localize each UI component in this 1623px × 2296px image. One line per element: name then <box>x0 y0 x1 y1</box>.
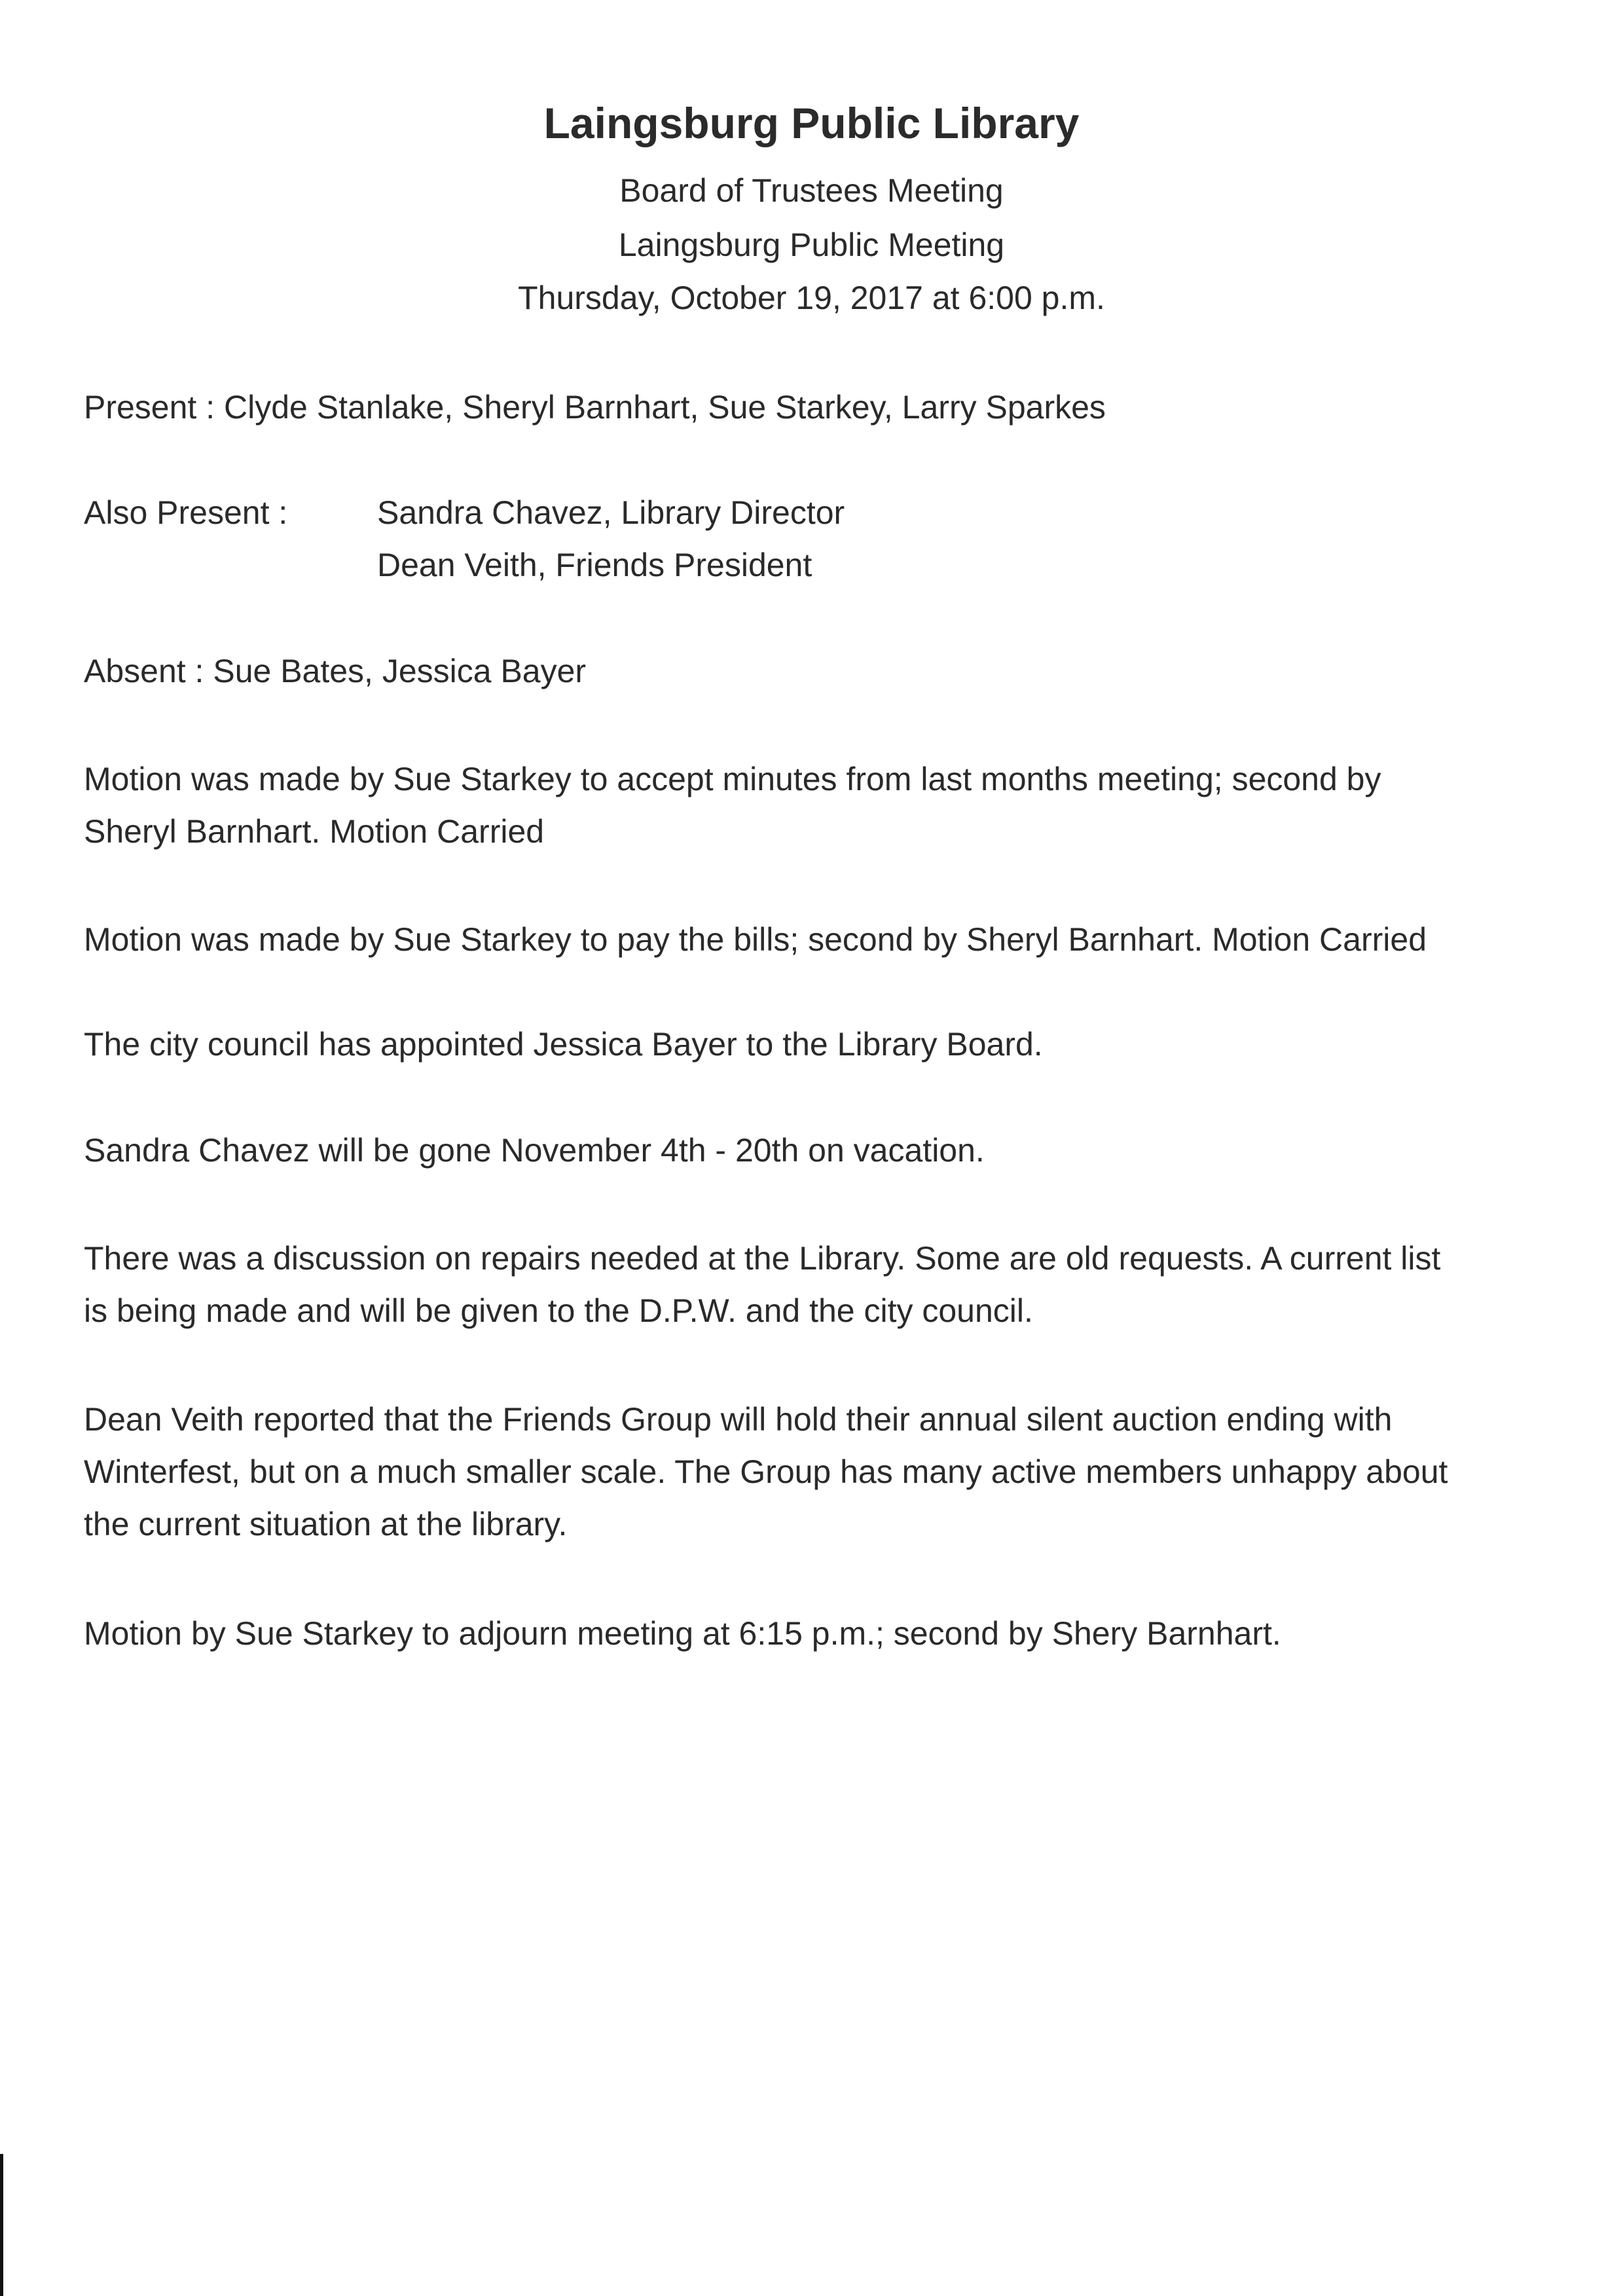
paragraph-line: the current situation at the library. <box>84 1506 568 1542</box>
paragraph-line: Dean Veith reported that the Friends Group will hold their annual silent auction ending with <box>84 1401 1393 1438</box>
motion-minutes-paragraph <box>84 753 1557 858</box>
adjourn-paragraph: Motion by Sue Starkey to adjourn meeting at 6:15 p.m.; second by Shery Barnhart. <box>84 1615 1281 1652</box>
vacation-paragraph: Sandra Chavez will be gone November 4th - 20th on vacation. <box>84 1132 985 1169</box>
paragraph-line: Winterfest, but on a much smaller scale. The Group has many active members unhappy about <box>84 1453 1448 1490</box>
meeting-name: Laingsburg Public Meeting <box>618 227 1005 263</box>
also-present-item: Dean Veith, Friends President <box>377 547 812 583</box>
paragraph-line: There was a discussion on repairs needed at the Library. Some are old requests. A current list <box>84 1240 1441 1277</box>
council-paragraph: The city council has appointed Jessica Bayer to the Library Board. <box>84 1026 1043 1063</box>
present-list: Present : Clyde Stanlake, Sheryl Barnhart, Sue Starkey, Larry Sparkes <box>84 389 1106 426</box>
paragraph-line: Sheryl Barnhart. Motion Carried <box>84 813 545 850</box>
also-present-list <box>377 486 845 591</box>
also-present-item: Sandra Chavez, Library Director <box>377 494 845 531</box>
friends-paragraph <box>84 1393 1557 1550</box>
meeting-date: Thursday, October 19, 2017 at 6:00 p.m. <box>518 280 1105 316</box>
motion-bills-paragraph: Motion was made by Sue Starkey to pay the bills; second by Sheryl Barnhart. Motion Carried <box>84 921 1427 958</box>
page-title: Laingsburg Public Library <box>543 99 1080 147</box>
meeting-type: Board of Trustees Meeting <box>619 172 1004 209</box>
also-present-label: Also Present : <box>84 494 288 531</box>
paragraph-line: Motion was made by Sue Starkey to accept minutes from last months meeting; second by <box>84 761 1381 797</box>
paragraph-line: is being made and will be given to the D.P.W. and the city council. <box>84 1292 1033 1329</box>
scan-edge-mark <box>0 2154 3 2296</box>
repairs-paragraph <box>84 1232 1557 1337</box>
absent-list: Absent : Sue Bates, Jessica Bayer <box>84 653 587 689</box>
